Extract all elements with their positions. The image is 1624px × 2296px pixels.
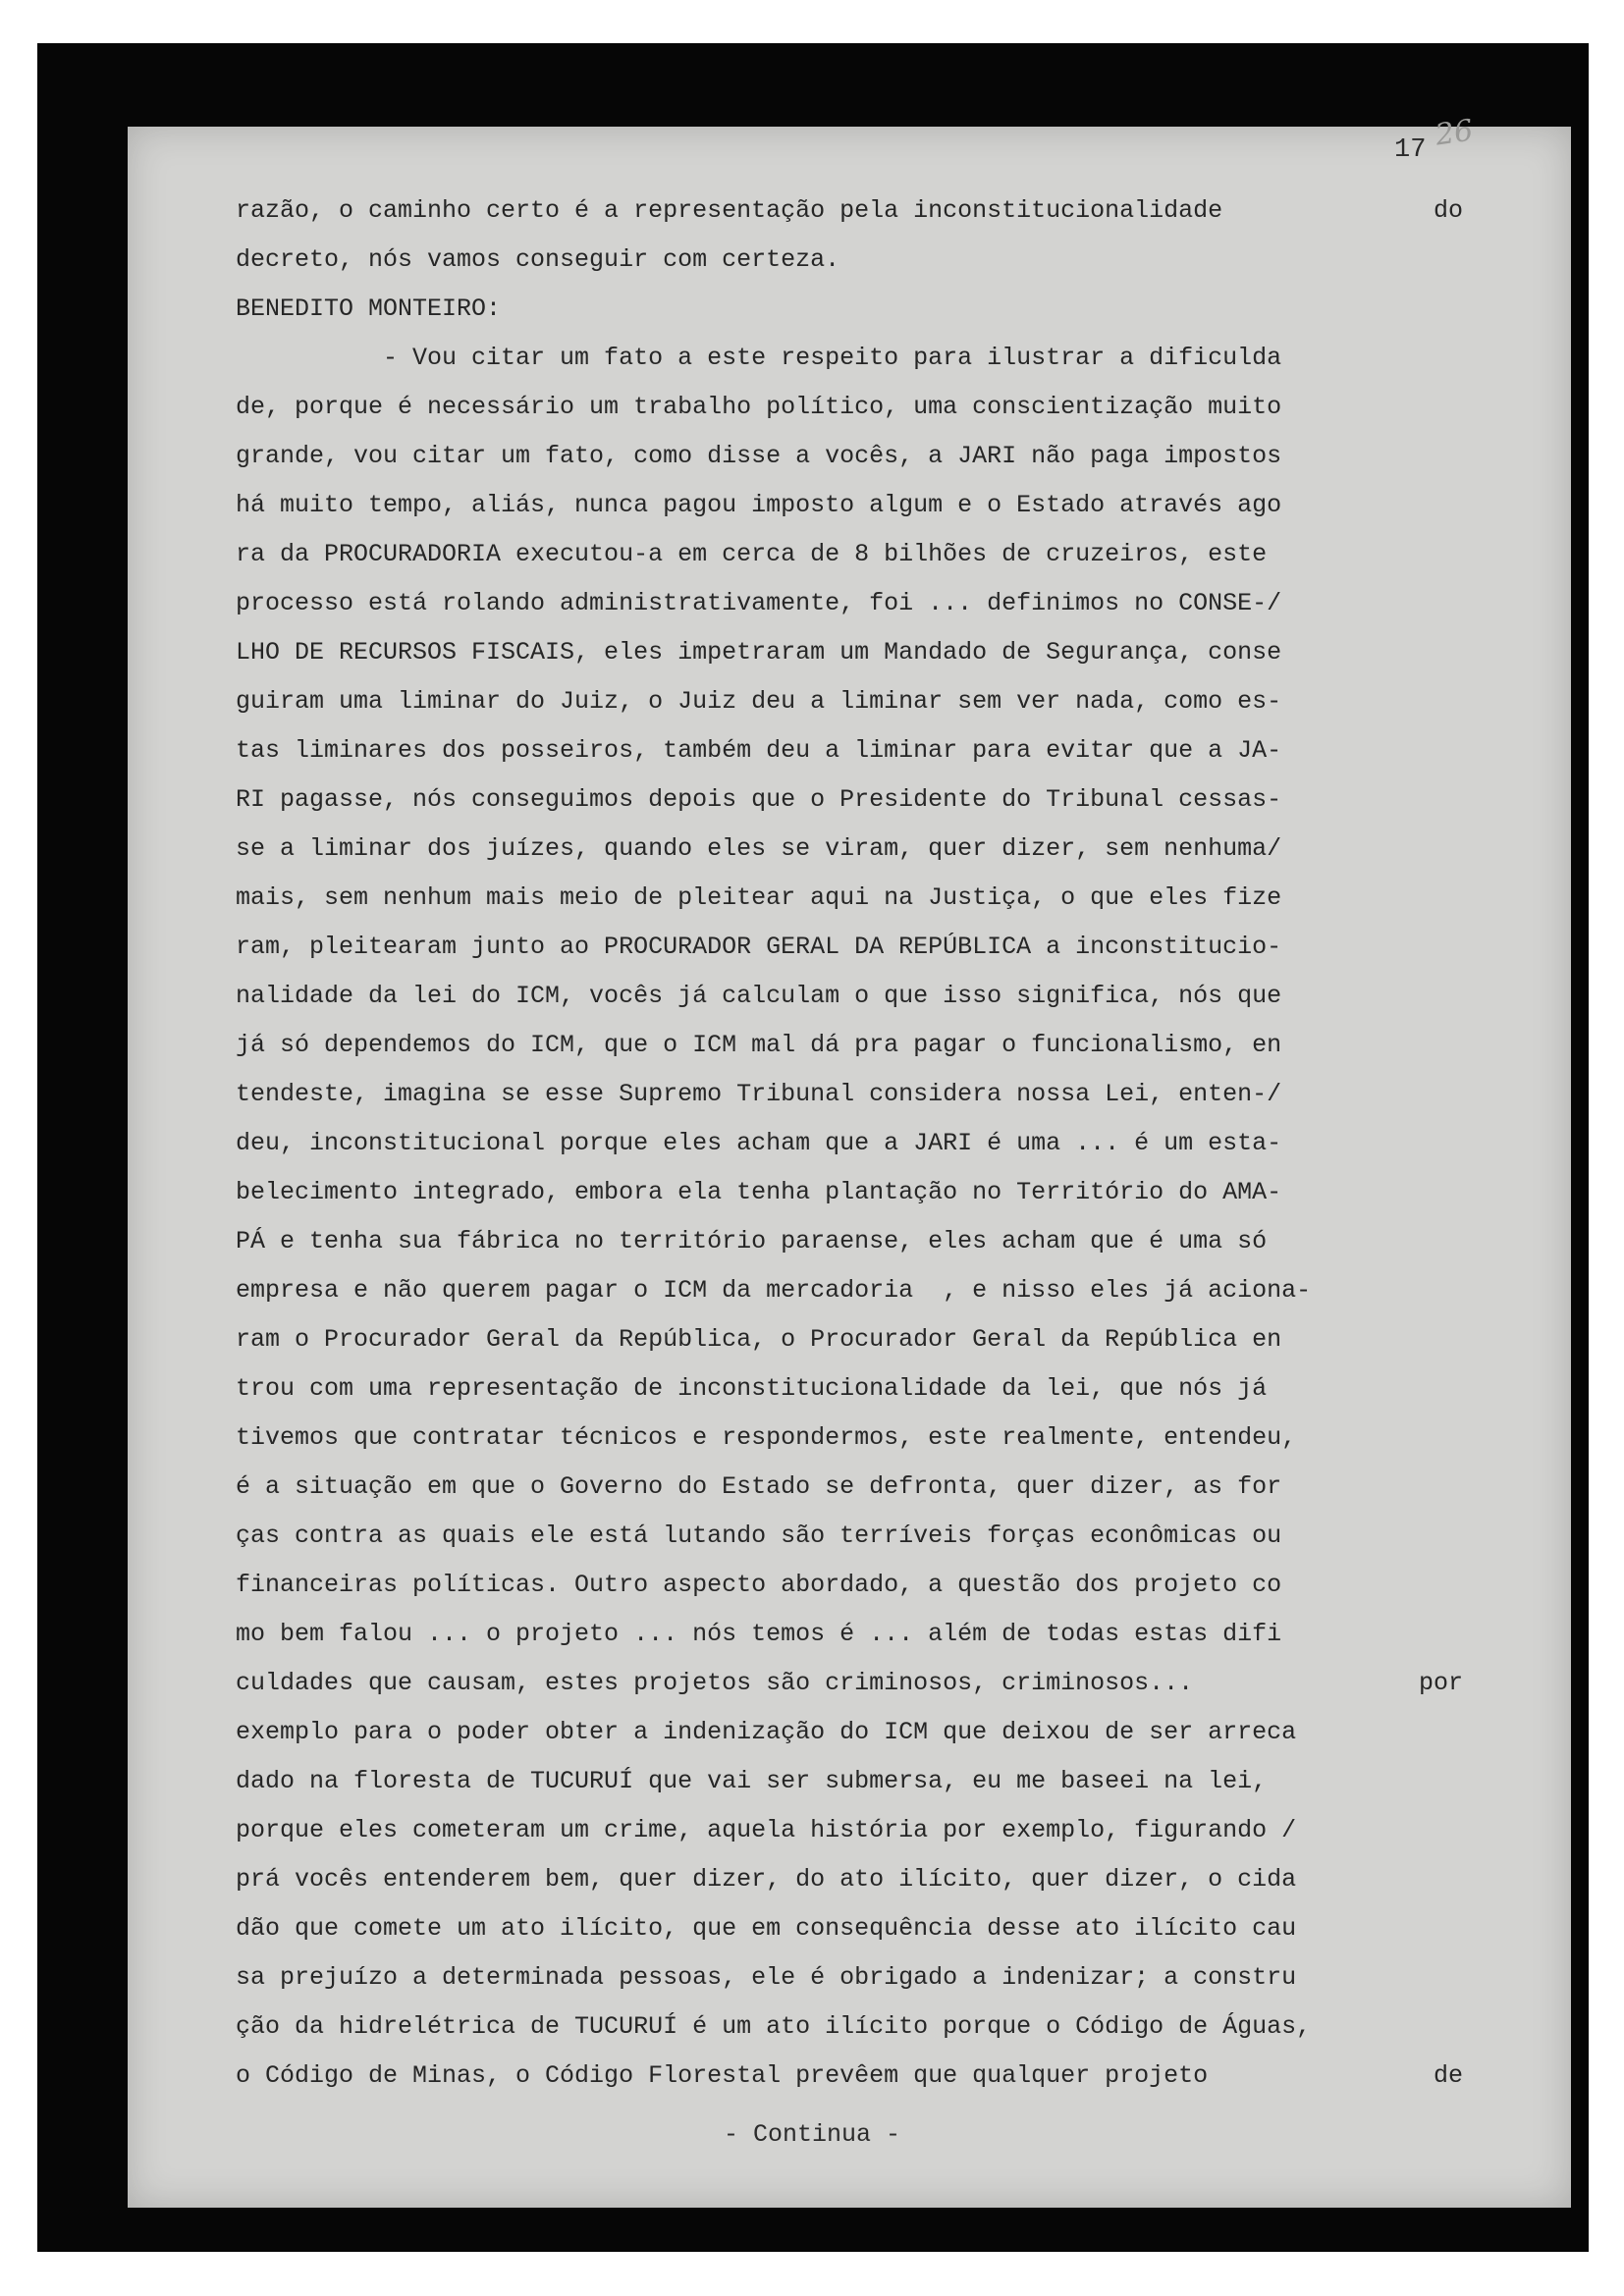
text-line <box>236 1953 1463 2002</box>
continued-footer: - Continua - <box>723 2120 901 2149</box>
text-line-main: decreto, nós vamos conseguir com certeza. <box>236 245 840 274</box>
text-line <box>236 825 1463 874</box>
text-line-main: ram o Procurador Geral da República, o Procurador Geral da República en <box>236 1325 1282 1354</box>
text-line-main: de, porque é necessário um trabalho político, uma conscientização muito <box>236 393 1282 421</box>
text-line <box>236 923 1463 972</box>
text-line-main: mo bem falou ... o projeto ... nós temos é ... além de todas estas difi <box>236 1620 1282 1648</box>
text-line-main: se a liminar dos juízes, quando eles se viram, quer dizer, sem nenhuma/ <box>236 834 1282 863</box>
text-line-main: - Vou citar um fato a este respeito para ilustrar a dificulda <box>236 344 1282 372</box>
text-line <box>236 677 1463 726</box>
text-line <box>236 874 1463 923</box>
text-line <box>236 383 1463 432</box>
text-line-main: LHO DE RECURSOS FISCAIS, eles impetraram um Mandado de Segurança, conse <box>236 638 1282 667</box>
handwritten-folio-mark: 26 <box>1433 113 1476 153</box>
text-line-main: belecimento integrado, embora ela tenha plantação no Território do AMA- <box>236 1178 1282 1206</box>
text-line <box>236 1414 1463 1463</box>
text-line <box>236 334 1463 383</box>
text-line <box>236 1708 1463 1757</box>
text-line-main: exemplo para o poder obter a indenização do ICM que deixou de ser arreca <box>236 1718 1297 1746</box>
text-line <box>236 1266 1463 1315</box>
text-line <box>236 1610 1463 1659</box>
text-line <box>236 187 1463 236</box>
text-line <box>236 726 1463 775</box>
text-line <box>236 1119 1463 1168</box>
text-line <box>236 236 1463 285</box>
text-line-main: ças contra as quais ele está lutando são terríveis forças econômicas ou <box>236 1522 1282 1550</box>
text-line-main: empresa e não querem pagar o ICM da mercadoria , e nisso eles já aciona- <box>236 1276 1312 1305</box>
text-line-main: guiram uma liminar do Juiz, o Juiz deu a liminar sem ver nada, como es- <box>236 687 1282 716</box>
text-line-main: mais, sem nenhum mais meio de pleitear aqui na Justiça, o que eles fize <box>236 883 1282 912</box>
text-line <box>236 1217 1463 1266</box>
text-line <box>236 1315 1463 1364</box>
page-number: 17 <box>1394 135 1427 165</box>
text-line-main: porque eles cometeram um crime, aquela história por exemplo, figurando / <box>236 1816 1297 1844</box>
text-line-main: dado na floresta de TUCURUÍ que vai ser submersa, eu me baseei na lei, <box>236 1767 1268 1795</box>
text-line-main: dão que comete um ato ilícito, que em consequência desse ato ilícito cau <box>236 1914 1297 1943</box>
text-line-main: o Código de Minas, o Código Florestal prevêem que qualquer projeto <box>236 2061 1209 2090</box>
text-line <box>236 1561 1463 1610</box>
text-line-end: do <box>1433 196 1463 225</box>
text-line-main: há muito tempo, aliás, nunca pagou imposto algum e o Estado através ago <box>236 491 1282 519</box>
text-line <box>236 1070 1463 1119</box>
text-line <box>236 530 1463 579</box>
text-line-main: nalidade da lei do ICM, vocês já calculam o que isso significa, nós que <box>236 982 1282 1010</box>
text-line-main: financeiras políticas. Outro aspecto abordado, a questão dos projeto co <box>236 1571 1282 1599</box>
text-line-main: ra da PROCURADORIA executou-a em cerca de 8 bilhões de cruzeiros, este <box>236 540 1268 568</box>
text-line-main: RI pagasse, nós conseguimos depois que o Presidente do Tribunal cessas- <box>236 785 1282 814</box>
text-line <box>236 1855 1463 1904</box>
text-line <box>236 1168 1463 1217</box>
text-line-main: sa prejuízo a determinada pessoas, ele é obrigado a indenizar; a constru <box>236 1963 1297 1992</box>
text-line <box>236 628 1463 677</box>
text-line-main: culdades que causam, estes projetos são criminosos, criminosos... <box>236 1669 1194 1697</box>
text-line <box>236 775 1463 825</box>
text-line <box>236 1021 1463 1070</box>
text-line-main: prá vocês entenderem bem, quer dizer, do ato ilícito, quer dizer, o cida <box>236 1865 1297 1894</box>
text-line <box>236 1757 1463 1806</box>
text-line <box>236 1904 1463 1953</box>
text-line-main: processo está rolando administrativamente, foi ... definimos no CONSE-/ <box>236 589 1282 617</box>
text-line <box>236 1463 1463 1512</box>
text-line <box>236 1806 1463 1855</box>
text-line-main: tivemos que contratar técnicos e respondermos, este realmente, entendeu, <box>236 1423 1297 1452</box>
text-line-main: é a situação em que o Governo do Estado se defronta, quer dizer, as for <box>236 1472 1282 1501</box>
text-line-end: de <box>1433 2061 1463 2090</box>
text-line <box>236 481 1463 530</box>
text-line <box>236 2002 1463 2052</box>
text-line-main: BENEDITO MONTEIRO: <box>236 294 502 323</box>
text-line <box>236 285 1463 334</box>
text-line <box>236 2052 1463 2101</box>
text-line <box>236 1512 1463 1561</box>
text-line-main: tendeste, imagina se esse Supremo Tribunal considera nossa Lei, enten-/ <box>236 1080 1282 1108</box>
text-line <box>236 1659 1463 1708</box>
text-line-main: ção da hidrelétrica de TUCURUÍ é um ato ilícito porque o Código de Águas, <box>236 2012 1312 2041</box>
text-line-main: tas liminares dos posseiros, também deu a liminar para evitar que a JA- <box>236 736 1282 765</box>
text-line-end: por <box>1418 1669 1463 1697</box>
text-line <box>236 972 1463 1021</box>
text-line-main: trou com uma representação de inconstitucionalidade da lei, que nós já <box>236 1374 1268 1403</box>
text-line-main: grande, vou citar um fato, como disse a vocês, a JARI não paga impostos <box>236 442 1282 470</box>
text-line <box>236 1364 1463 1414</box>
transcript-body <box>236 187 1463 2101</box>
text-line <box>236 579 1463 628</box>
text-line-main: ram, pleitearam junto ao PROCURADOR GERAL DA REPÚBLICA a inconstitucio- <box>236 933 1282 961</box>
text-line-main: já só dependemos do ICM, que o ICM mal dá pra pagar o funcionalismo, en <box>236 1031 1282 1059</box>
text-line-main: PÁ e tenha sua fábrica no território paraense, eles acham que é uma só <box>236 1227 1268 1255</box>
text-line-main: deu, inconstitucional porque eles acham que a JARI é uma ... é um esta- <box>236 1129 1282 1157</box>
text-line-main: razão, o caminho certo é a representação pela inconstitucionalidade <box>236 196 1223 225</box>
text-line <box>236 432 1463 481</box>
